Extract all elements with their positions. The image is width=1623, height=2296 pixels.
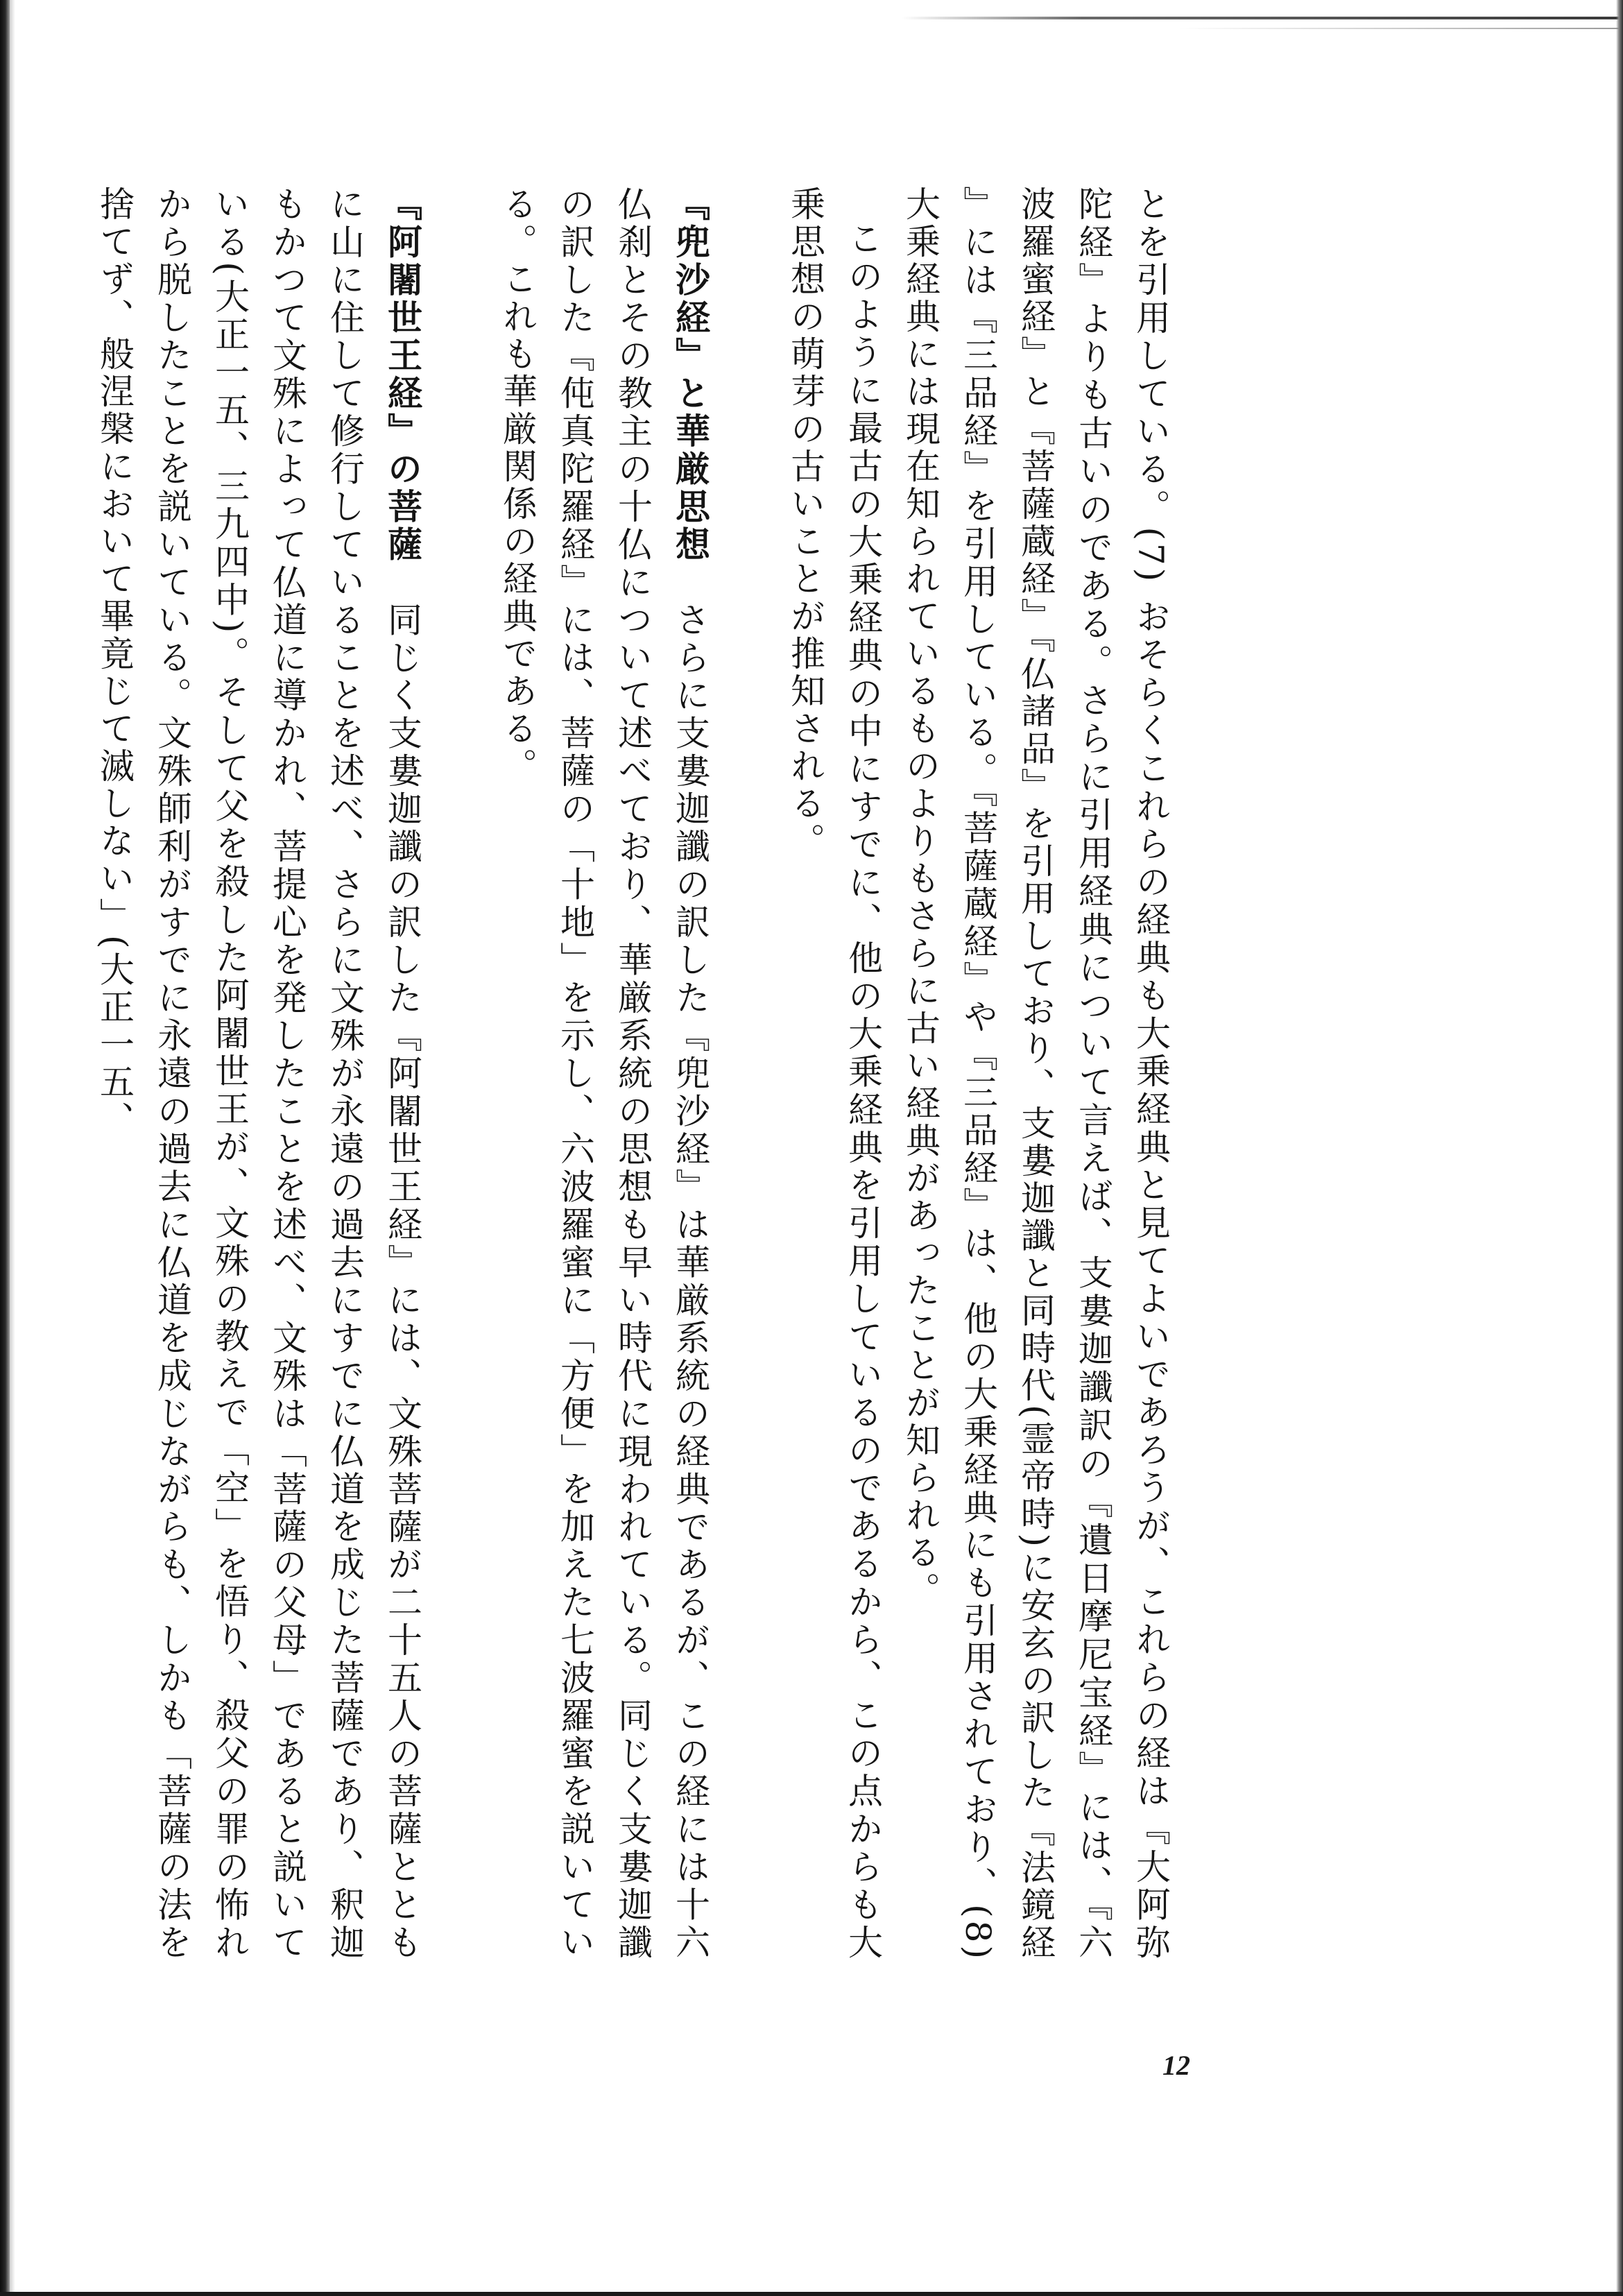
section-gap <box>719 186 776 1962</box>
scan-edge-right <box>1616 0 1623 2296</box>
section-gap <box>431 186 488 1962</box>
scan-edge-left-shadow <box>10 0 15 2296</box>
page-number: 12 <box>1162 2050 1190 2081</box>
scan-edge-left <box>0 0 10 2296</box>
section-heading-ajaseokyo: 『阿闍世王経』の菩薩 <box>382 186 422 564</box>
scan-edge-bottom <box>0 2292 1623 2296</box>
scan-edge-top <box>902 17 1623 19</box>
section-heading-toshakyo: 『兜沙経』と華厳思想 <box>670 186 710 564</box>
paragraph-4 <box>85 186 431 1962</box>
paragraph-1 <box>891 186 1179 1962</box>
vertical-text-block <box>94 186 1179 1962</box>
paragraph-3-text: さらに支婁迦讖の訳した『兜沙経』は華厳系統の経典であるが、この経には十六仏刹とその教主の十仏について述べており、華厳系統の思想も早い時代に現われている。同じく支婁迦讖の訳した『伅真陀羅経』には、菩薩の「十地」を示し、六波羅蜜に「方便」を加えた七波羅蜜を説いている。これも華厳関係の経典である。 <box>497 186 710 1962</box>
paragraph-1-text: とを引用している。(7) おそらくこれらの経典も大乗経典と見てよいであろうが、これらの経は『大阿弥陀経』よりも古いのである。さらに引用経典について言えば、支婁迦讖訳の『遺日摩尼宝経』には、『六波羅蜜経』と『菩薩蔵経』『仏諸品』を引用しており、支婁迦讖と同時代(霊帝時)に安玄の訳した『法鏡経』には『三品経』を引用している。『菩薩蔵経』や『三品経』は、他の大乗経典にも引用されており、(8) 大乗経典には現在知られているものよりもさらに古い経典があったことが知られる。 <box>900 186 1171 1962</box>
paragraph-4-text: 同じく支婁迦讖の訳した『阿闍世王経』には、文殊菩薩が二十五人の菩薩とともに山に住して修行していることを述べ、さらに文殊が永遠の過去にすでに仏道を成じた菩薩であり、釈迦もかつて文殊によって仏道に導かれ、菩提心を発したことを述べ、文殊は「菩薩の父母」であると説いている(大正一五、三九四中)。そして父を殺した阿闍世王が、文殊の教えで「空」を悟り、殺父の罪の怖れから脱したことを説いている。文殊師利がすでに永遠の過去に仏道を成じながらも、しかも「菩薩の法を捨てず、般涅槃において畢竟じて滅しない」(大正一五、 <box>94 186 422 1962</box>
paragraph-2-text: このように最古の大乗経典の中にすでに、他の大乗経典を引用しているのであるから、この点からも大乗思想の萌芽の古いことが推知される。 <box>785 186 883 1962</box>
paragraph-2 <box>776 186 891 1962</box>
paragraph-3 <box>488 186 719 1962</box>
scan-edge-top-secondary <box>1179 28 1623 29</box>
